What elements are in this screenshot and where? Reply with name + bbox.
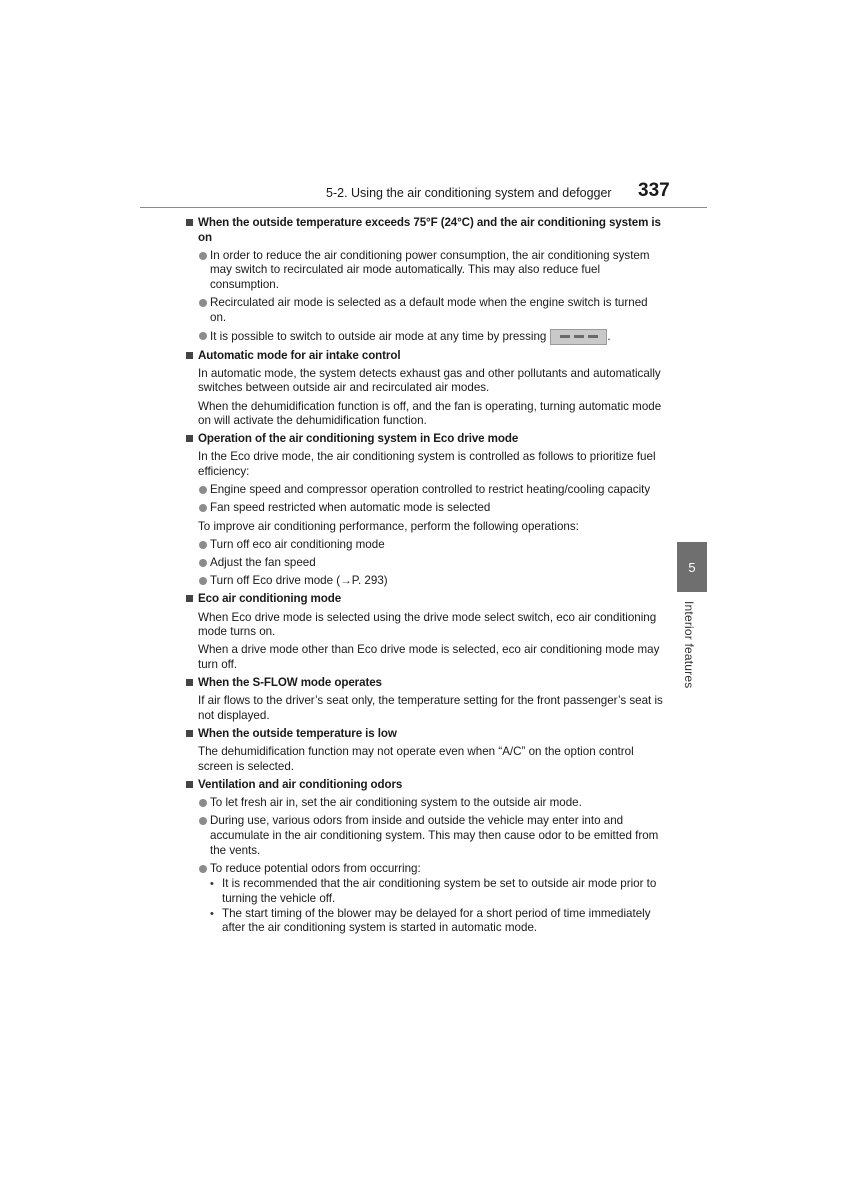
chapter-tab bbox=[677, 542, 707, 592]
list-item: In order to reduce the air conditioning power consumption, the air conditioning system may switch to recirculated air mode automatically. This may also reduce fuel consumption. bbox=[185, 249, 665, 293]
square-bullet-icon bbox=[186, 679, 193, 686]
square-bullet-icon bbox=[186, 781, 193, 788]
list-item: It is possible to switch to outside air mode at any time by pressing . bbox=[185, 329, 665, 345]
list-item: Turn off eco air conditioning mode bbox=[185, 538, 665, 553]
circle-bullet-icon bbox=[199, 504, 207, 512]
circle-bullet-icon bbox=[199, 865, 207, 873]
square-bullet-icon bbox=[186, 730, 193, 737]
square-bullet-icon bbox=[186, 595, 193, 602]
section-heading: Eco air conditioning mode bbox=[185, 592, 665, 607]
paragraph: When Eco drive mode is selected using the drive mode select switch, eco air conditioning mode turns on. bbox=[198, 610, 657, 639]
paragraph: The dehumidification function may not operate even when “A/C” on the option control screen is selected. bbox=[198, 745, 634, 773]
square-bullet-icon bbox=[186, 435, 193, 442]
section-heading: When the outside temperature exceeds 75°F (24°C) and the air conditioning system is on bbox=[185, 216, 665, 245]
list-item: Engine speed and compressor operation controlled to restrict heating/cooling capacity bbox=[185, 483, 665, 498]
list-item: To reduce potential odors from occurring: bbox=[185, 862, 665, 877]
circle-bullet-icon bbox=[199, 299, 207, 307]
header-divider bbox=[140, 207, 707, 208]
chapter-number: 5 bbox=[688, 559, 696, 575]
paragraph: In automatic mode, the system detects exhaust gas and other pollutants and automatically switches between outside air and recirculated air modes. bbox=[198, 366, 661, 395]
paragraph: If air flows to the driver’s seat only, the temperature setting for the front passenger’s seat is not displayed. bbox=[198, 694, 663, 722]
list-item: Adjust the fan speed bbox=[185, 556, 665, 571]
sub-list-item: • It is recommended that the air conditioning system be set to outside air mode prior to turning the vehicle off. bbox=[210, 876, 657, 905]
page-reference[interactable]: Turn off Eco drive mode (→P. 293) bbox=[210, 574, 388, 588]
section-title: 5-2. Using the air conditioning system and defogger bbox=[326, 186, 612, 200]
sub-list-item: • The start timing of the blower may be delayed for a short period of time immediately after the air conditioning system is started in automatic mode. bbox=[210, 906, 651, 935]
square-bullet-icon bbox=[186, 219, 193, 226]
list-item: To let fresh air in, set the air conditioning system to the outside air mode. bbox=[185, 796, 665, 811]
circle-bullet-icon bbox=[199, 817, 207, 825]
circle-bullet-icon bbox=[199, 252, 207, 260]
section-heading: When the outside temperature is low bbox=[185, 727, 665, 742]
outside-air-mode-button-icon bbox=[550, 329, 607, 345]
chapter-label: Interior features bbox=[682, 601, 696, 689]
circle-bullet-icon bbox=[199, 541, 207, 549]
circle-bullet-icon bbox=[199, 559, 207, 567]
page-number: 337 bbox=[638, 180, 670, 201]
square-bullet-icon bbox=[186, 352, 193, 359]
section-heading: When the S-FLOW mode operates bbox=[185, 676, 665, 691]
circle-bullet-icon bbox=[199, 332, 207, 340]
paragraph: When the dehumidification function is off, and the fan is operating, turning automatic mode on will activate the dehumidification function. bbox=[198, 399, 662, 428]
circle-bullet-icon bbox=[199, 577, 207, 585]
list-item: Recirculated air mode is selected as a default mode when the engine switch is turned on. bbox=[185, 296, 665, 325]
small-dot-icon: • bbox=[210, 907, 214, 920]
small-dot-icon: • bbox=[210, 877, 214, 890]
circle-bullet-icon bbox=[199, 799, 207, 807]
page-content bbox=[185, 216, 665, 936]
circle-bullet-icon bbox=[199, 486, 207, 494]
paragraph: To improve air conditioning performance, perform the following operations: bbox=[198, 519, 579, 533]
section-heading: Automatic mode for air intake control bbox=[185, 349, 665, 364]
section-heading: Operation of the air conditioning system in Eco drive mode bbox=[185, 432, 665, 447]
list-item: Fan speed restricted when automatic mode is selected bbox=[185, 501, 665, 516]
section-heading: Ventilation and air conditioning odors bbox=[185, 778, 665, 793]
list-item bbox=[185, 574, 665, 589]
list-item: During use, various odors from inside and outside the vehicle may enter into and accumulate in the air conditioning system. This may then cause odor to be emitted from the vents. bbox=[185, 814, 665, 858]
paragraph: When a drive mode other than Eco drive mode is selected, eco air conditioning mode may turn off. bbox=[198, 643, 660, 671]
paragraph: In the Eco drive mode, the air conditioning system is controlled as follows to prioritize fuel efficiency: bbox=[198, 450, 656, 479]
